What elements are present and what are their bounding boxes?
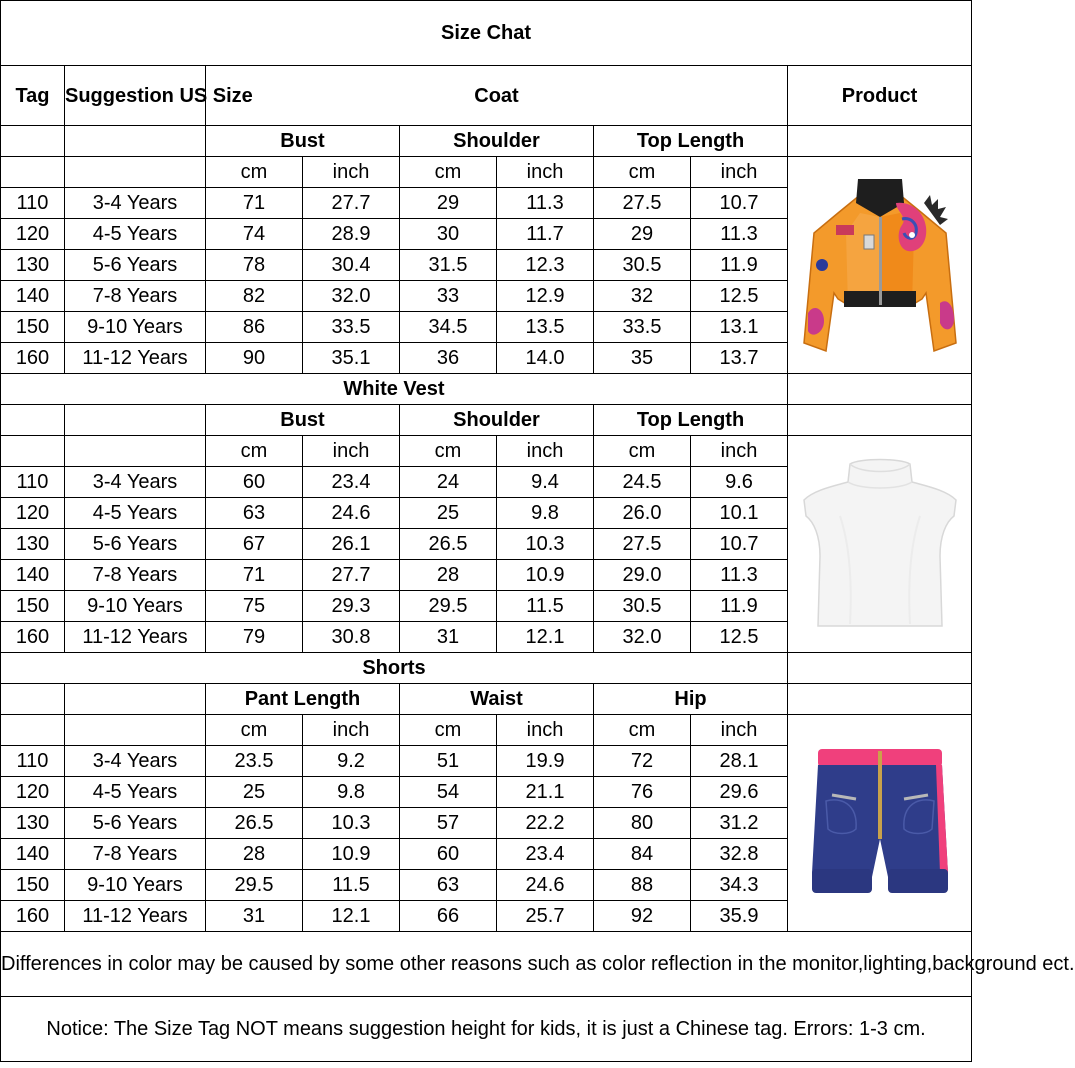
measurement-value: 75 [206,591,303,622]
measurement-value: 23.4 [497,839,594,870]
us-size-value: 3-4 Years [65,746,206,777]
measurement-value: 12.3 [497,250,594,281]
blank-cell [65,126,206,157]
measurement-value: 67 [206,529,303,560]
us-size-value: 3-4 Years [65,467,206,498]
measurement-value: 10.1 [691,498,788,529]
size-tag-notice: Notice: The Size Tag NOT means suggestion height for kids, it is just a Chinese tag. Errors: 1-3 cm. [1,997,972,1062]
measure-header: Hip [594,684,788,715]
measurement-value: 29.5 [400,591,497,622]
measure-header: Top Length [594,405,788,436]
unit-cm-label: cm [594,715,691,746]
unit-cm-label: cm [594,436,691,467]
measurement-value: 28 [206,839,303,870]
measure-header: Bust [206,405,400,436]
us-size-value: 9-10 Years [65,591,206,622]
product-header: Product [788,66,972,126]
measurement-value: 25 [206,777,303,808]
unit-header-row [1,715,972,746]
measurement-value: 10.9 [497,560,594,591]
tag-value: 110 [1,188,65,219]
measurement-value: 22.2 [497,808,594,839]
measurement-value: 9.2 [303,746,400,777]
product-cell-blank [788,684,972,715]
measurement-value: 29.5 [206,870,303,901]
us-size-value: 7-8 Years [65,839,206,870]
blank-cell [65,436,206,467]
us-size-value: 9-10 Years [65,312,206,343]
section-title: White Vest [1,374,788,405]
unit-inch-label: inch [497,157,594,188]
us-size-value: 7-8 Years [65,560,206,591]
measure-header: Pant Length [206,684,400,715]
unit-cm-label: cm [400,157,497,188]
us-size-value: 9-10 Years [65,870,206,901]
measurement-value: 33.5 [303,312,400,343]
measurement-value: 78 [206,250,303,281]
measurement-value: 60 [206,467,303,498]
measurement-value: 11.5 [497,591,594,622]
measurement-value: 24.6 [303,498,400,529]
measurement-value: 25 [400,498,497,529]
measurement-value: 29.3 [303,591,400,622]
product-cell-blank [788,653,972,684]
tag-value: 160 [1,622,65,653]
measurement-value: 9.4 [497,467,594,498]
unit-cm-label: cm [206,157,303,188]
orange-jacket-image [800,173,960,357]
measurement-value: 82 [206,281,303,312]
measurement-value: 12.5 [691,281,788,312]
measurement-value: 13.1 [691,312,788,343]
measure-header-row [1,126,972,157]
measurement-value: 36 [400,343,497,374]
measurement-value: 54 [400,777,497,808]
measurement-value: 88 [594,870,691,901]
measurement-value: 28.1 [691,746,788,777]
measurement-value: 30.8 [303,622,400,653]
measurement-value: 27.5 [594,529,691,560]
measurement-value: 13.7 [691,343,788,374]
tag-value: 150 [1,870,65,901]
measurement-value: 31 [206,901,303,932]
page-title: Size Chat [1,1,972,66]
blank-cell [65,157,206,188]
measurement-value: 28 [400,560,497,591]
measurement-value: 31.5 [400,250,497,281]
measurement-value: 57 [400,808,497,839]
unit-inch-label: inch [691,715,788,746]
unit-cm-label: cm [400,715,497,746]
blank-cell [1,126,65,157]
color-disclaimer-note: Differences in color may be caused by some other reasons such as color reflection in the monitor,lighting,background ect. [1,932,972,997]
white-vest-image [800,456,960,632]
us-size-value: 5-6 Years [65,529,206,560]
measurement-value: 90 [206,343,303,374]
us-size-value: 11-12 Years [65,901,206,932]
tag-header: Tag [1,66,65,126]
blank-cell [1,715,65,746]
measurement-value: 12.1 [497,622,594,653]
blank-cell [1,405,65,436]
measurement-value: 24 [400,467,497,498]
measurement-value: 84 [594,839,691,870]
tag-value: 120 [1,219,65,250]
measurement-value: 11.7 [497,219,594,250]
measurement-value: 60 [400,839,497,870]
measure-header-row [1,405,972,436]
measurement-value: 10.7 [691,529,788,560]
measurement-value: 35.9 [691,901,788,932]
measurement-value: 29 [594,219,691,250]
unit-cm-label: cm [594,157,691,188]
measurement-value: 26.0 [594,498,691,529]
measurement-value: 11.9 [691,250,788,281]
measure-header: Top Length [594,126,788,157]
measurement-value: 74 [206,219,303,250]
tag-value: 130 [1,808,65,839]
blank-cell [65,684,206,715]
measure-header: Waist [400,684,594,715]
measurement-value: 32 [594,281,691,312]
measurement-value: 24.5 [594,467,691,498]
measurement-value: 86 [206,312,303,343]
measure-header-row [1,684,972,715]
tag-value: 150 [1,312,65,343]
tag-value: 150 [1,591,65,622]
measurement-value: 26.5 [400,529,497,560]
measurement-value: 21.1 [497,777,594,808]
tag-value: 130 [1,529,65,560]
measurement-value: 25.7 [497,901,594,932]
measurement-value: 79 [206,622,303,653]
measurement-value: 12.5 [691,622,788,653]
measurement-value: 92 [594,901,691,932]
tag-value: 160 [1,343,65,374]
tag-value: 160 [1,901,65,932]
blank-cell [65,715,206,746]
measurement-value: 9.8 [303,777,400,808]
measure-header: Shoulder [400,405,594,436]
tag-value: 140 [1,281,65,312]
measurement-value: 80 [594,808,691,839]
tag-value: 140 [1,839,65,870]
section-title-row [1,653,972,684]
measurement-value: 32.0 [594,622,691,653]
measurement-value: 34.3 [691,870,788,901]
us-size-value: 4-5 Years [65,219,206,250]
measurement-value: 35 [594,343,691,374]
measurement-value: 34.5 [400,312,497,343]
unit-inch-label: inch [303,436,400,467]
measurement-value: 29.6 [691,777,788,808]
blank-cell [1,436,65,467]
unit-inch-label: inch [497,715,594,746]
measurement-value: 12.1 [303,901,400,932]
blank-cell [1,157,65,188]
unit-inch-label: inch [691,436,788,467]
measurement-value: 23.5 [206,746,303,777]
coat-header: Coat [206,66,788,126]
us-size-value: 4-5 Years [65,777,206,808]
measurement-value: 19.9 [497,746,594,777]
measurement-value: 31.2 [691,808,788,839]
us-size-value: 11-12 Years [65,343,206,374]
product-cell-blank [788,405,972,436]
unit-inch-label: inch [303,715,400,746]
unit-inch-label: inch [691,157,788,188]
measurement-value: 32.0 [303,281,400,312]
measurement-value: 9.8 [497,498,594,529]
measurement-value: 35.1 [303,343,400,374]
tag-value: 120 [1,498,65,529]
measurement-value: 66 [400,901,497,932]
section-title-row [1,374,972,405]
measurement-value: 10.3 [497,529,594,560]
size-sections [1,126,972,932]
measurement-value: 27.7 [303,560,400,591]
navy-shorts-image [806,743,954,903]
blank-cell [65,405,206,436]
measurement-value: 10.3 [303,808,400,839]
measurement-value: 29.0 [594,560,691,591]
measurement-value: 32.8 [691,839,788,870]
measurement-value: 14.0 [497,343,594,374]
measurement-value: 24.6 [497,870,594,901]
unit-cm-label: cm [206,715,303,746]
measurement-value: 72 [594,746,691,777]
blank-cell [1,684,65,715]
product-cell-blank [788,374,972,405]
measurement-value: 27.7 [303,188,400,219]
measurement-value: 30.4 [303,250,400,281]
tag-value: 110 [1,467,65,498]
unit-inch-label: inch [497,436,594,467]
measurement-value: 63 [400,870,497,901]
us-size-value: 7-8 Years [65,281,206,312]
measurement-value: 10.9 [303,839,400,870]
measure-header: Bust [206,126,400,157]
measurement-value: 76 [594,777,691,808]
product-image-cell [788,715,972,932]
measurement-value: 12.9 [497,281,594,312]
unit-cm-label: cm [206,436,303,467]
tag-value: 110 [1,746,65,777]
measure-header: Shoulder [400,126,594,157]
measurement-value: 11.3 [691,560,788,591]
measurement-value: 26.1 [303,529,400,560]
product-image-cell [788,157,972,374]
measurement-value: 9.6 [691,467,788,498]
product-cell-blank [788,126,972,157]
measurement-value: 31 [400,622,497,653]
tag-value: 120 [1,777,65,808]
measurement-value: 33 [400,281,497,312]
us-size-value: 3-4 Years [65,188,206,219]
us-size-value: 4-5 Years [65,498,206,529]
unit-header-row [1,436,972,467]
measurement-value: 30 [400,219,497,250]
measurement-value: 11.3 [497,188,594,219]
unit-inch-label: inch [303,157,400,188]
measurement-value: 13.5 [497,312,594,343]
measurement-value: 29 [400,188,497,219]
tag-value: 130 [1,250,65,281]
measurement-value: 30.5 [594,591,691,622]
unit-cm-label: cm [400,436,497,467]
tag-value: 140 [1,560,65,591]
measurement-value: 11.3 [691,219,788,250]
measurement-value: 11.9 [691,591,788,622]
section-title: Shorts [1,653,788,684]
us-size-value: 11-12 Years [65,622,206,653]
us-size-value: 5-6 Years [65,808,206,839]
suggestion-size-header: Suggestion US Size [65,66,206,126]
measurement-value: 63 [206,498,303,529]
measurement-value: 33.5 [594,312,691,343]
measurement-value: 30.5 [594,250,691,281]
measurement-value: 27.5 [594,188,691,219]
measurement-value: 10.7 [691,188,788,219]
measurement-value: 26.5 [206,808,303,839]
measurement-value: 51 [400,746,497,777]
measurement-value: 11.5 [303,870,400,901]
measurement-value: 71 [206,188,303,219]
measurement-value: 71 [206,560,303,591]
unit-header-row [1,157,972,188]
product-image-cell [788,436,972,653]
measurement-value: 28.9 [303,219,400,250]
us-size-value: 5-6 Years [65,250,206,281]
measurement-value: 23.4 [303,467,400,498]
